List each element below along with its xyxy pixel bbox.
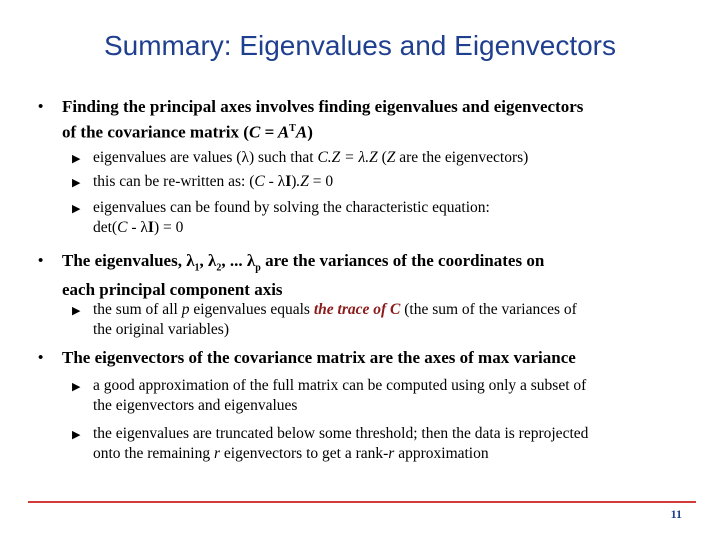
bullet-dot-icon: • — [38, 253, 44, 269]
footer-divider — [28, 501, 696, 503]
bullet-dot-icon: • — [38, 350, 44, 366]
sub-bullet-eigenvalue-definition: ▶ eigenvalues are values (λ) such that C.Z = λ.Z (Z are the eigenvectors) — [62, 148, 682, 168]
triangle-right-icon: ▶ — [72, 153, 81, 165]
bullet-eigenvalues-variances — [30, 250, 680, 301]
triangle-right-icon: ▶ — [72, 429, 81, 441]
bullet-text: The eigenvectors of the covariance matrix are the axes of max variance — [62, 348, 576, 367]
sub-bullet-rewritten: ▶ this can be re-written as: (C - λI).Z = 0 — [62, 172, 682, 192]
bullet-text: The eigenvalues, $\lambda_1$, $\lambda_2$, ... $\lambda_p$ are the variances of the coordinates on each principal component axis — [62, 251, 545, 300]
triangle-right-icon: ▶ — [72, 203, 81, 215]
bullet-eigenvectors-axes — [30, 347, 680, 369]
sub-bullet-trace: ▶ the sum of all p eigenvalues equals the trace of C (the sum of the variances of the original variables) — [72, 301, 577, 338]
slide-title: Summary: Eigenvalues and Eigenvectors — [103, 30, 617, 61]
triangle-right-icon: ▶ — [72, 177, 81, 189]
sub-bullet-characteristic-equation: ▶ eigenvalues can be found by solving the characteristic equation: det(C - λI) = 0 — [72, 199, 490, 236]
page-number: 11 — [670, 507, 682, 521]
triangle-right-icon: ▶ — [72, 305, 81, 317]
triangle-right-icon: ▶ — [72, 381, 81, 393]
bullet-principal-axes — [30, 96, 680, 144]
trace-highlight: the trace of C — [313, 301, 401, 318]
sub-bullet-truncation: ▶ the eigenvalues are truncated below some threshold; then the data is reprojected onto the remaining r eigenvectors to get a rank-r approximation — [72, 425, 589, 462]
bullet-text: Finding the principal axes involves finding eigenvalues and eigenvectors of the covariance matrix $(C = A^TA)$ — [62, 97, 584, 142]
sub-bullet-approximation: ▶ a good approximation of the full matrix can be computed using only a subset of the eigenvectors and eigenvalues — [72, 377, 587, 414]
bullet-dot-icon: • — [38, 99, 44, 115]
